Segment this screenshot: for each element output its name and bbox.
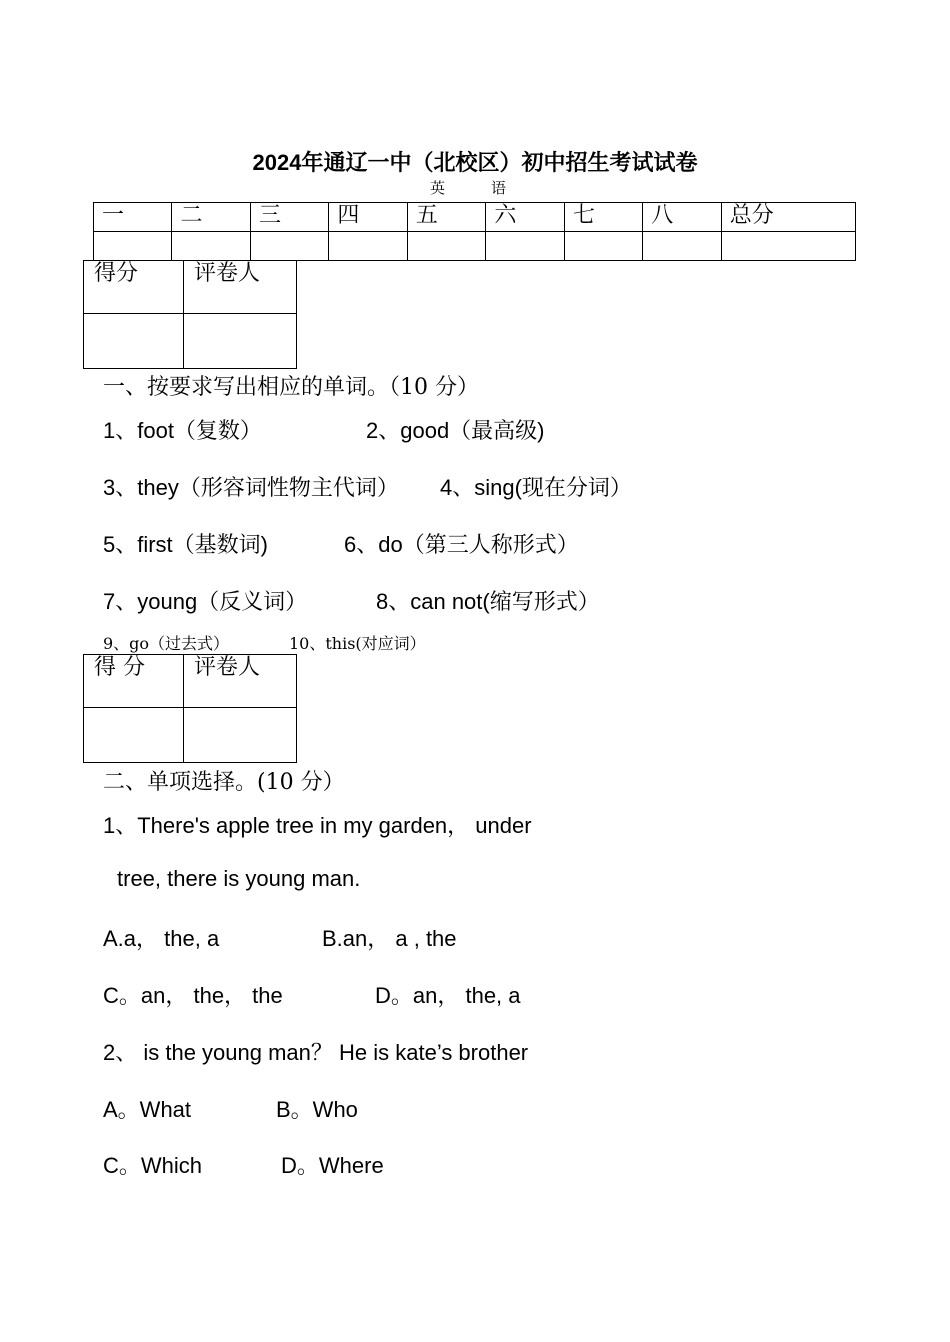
subject-label: 英语 (430, 179, 553, 197)
q2-option-a: A。What (103, 1097, 192, 1122)
q2-option-c: C。Which (103, 1153, 203, 1178)
s1-item-4: 4、sing(现在分词） (440, 475, 632, 500)
q1-option-d: D。an， the, a (375, 983, 521, 1008)
grader-label: 评卷人 (184, 261, 297, 314)
score-cell[interactable] (250, 232, 328, 261)
q2-stem: 2、 is the young man？ He is kate’s brother (103, 1040, 529, 1065)
s1-item-1: 1、foot（复数） (103, 418, 262, 443)
s1-item-2: 2、good（最高级) (366, 418, 545, 443)
score-col-1: 一 (94, 203, 172, 232)
s1-item-10: 10、this(对应词） (289, 634, 426, 653)
score-col-total: 总分 (721, 203, 855, 232)
q1-stem-line-2: tree, there is young man. (117, 866, 361, 891)
score-cell[interactable] (407, 232, 485, 261)
score-cell[interactable] (486, 232, 564, 261)
score-table-blank-row (94, 232, 856, 261)
q2-option-b: B。Who (276, 1097, 358, 1122)
score-col-3: 三 (250, 203, 328, 232)
q1-stem-line-1: 1、There's apple tree in my garden， under (103, 813, 532, 838)
score-table (93, 202, 856, 261)
s1-item-6: 6、do（第三人称形式） (344, 532, 579, 557)
s1-item-3: 3、they（形容词性物主代词） (103, 475, 399, 500)
s1-item-9: 9、go（过去式） (103, 634, 230, 653)
score-col-4: 四 (329, 203, 407, 232)
score-entry-cell[interactable] (84, 314, 184, 369)
q1-option-c: C。an， the， the (103, 983, 283, 1008)
score-label: 得 分 (84, 655, 184, 708)
score-cell[interactable] (94, 232, 172, 261)
q1-option-b: B.an， a , the (322, 926, 457, 951)
score-cell[interactable] (721, 232, 855, 261)
section-1-title: 一、按要求写出相应的单词。（10 分） (103, 375, 479, 400)
grader-label: 评卷人 (184, 655, 297, 708)
s1-item-5: 5、first（基数词) (103, 532, 269, 557)
score-col-5: 五 (407, 203, 485, 232)
q1-option-a: A.a， the, a (103, 926, 220, 951)
section-2-title: 二、单项选择。(10 分） (103, 770, 345, 795)
score-cell[interactable] (329, 232, 407, 261)
score-col-8: 八 (643, 203, 721, 232)
score-table-header-row (94, 203, 856, 232)
q2-option-d: D。Where (281, 1153, 384, 1178)
grader-entry-cell[interactable] (184, 708, 297, 763)
score-cell[interactable] (564, 232, 642, 261)
grader-entry-cell[interactable] (184, 314, 297, 369)
score-label: 得分 (84, 261, 184, 314)
grader-box-section-2 (83, 654, 297, 763)
score-col-6: 六 (486, 203, 564, 232)
score-entry-cell[interactable] (84, 708, 184, 763)
score-cell[interactable] (172, 232, 250, 261)
score-col-7: 七 (564, 203, 642, 232)
grader-box-section-1 (83, 260, 297, 369)
score-col-2: 二 (172, 203, 250, 232)
s1-item-8: 8、can not(缩写形式） (376, 589, 600, 614)
s1-item-7: 7、young（反义词） (103, 589, 308, 614)
score-cell[interactable] (643, 232, 721, 261)
exam-title: 2024年通辽一中（北校区）初中招生考试试卷 (252, 150, 698, 175)
